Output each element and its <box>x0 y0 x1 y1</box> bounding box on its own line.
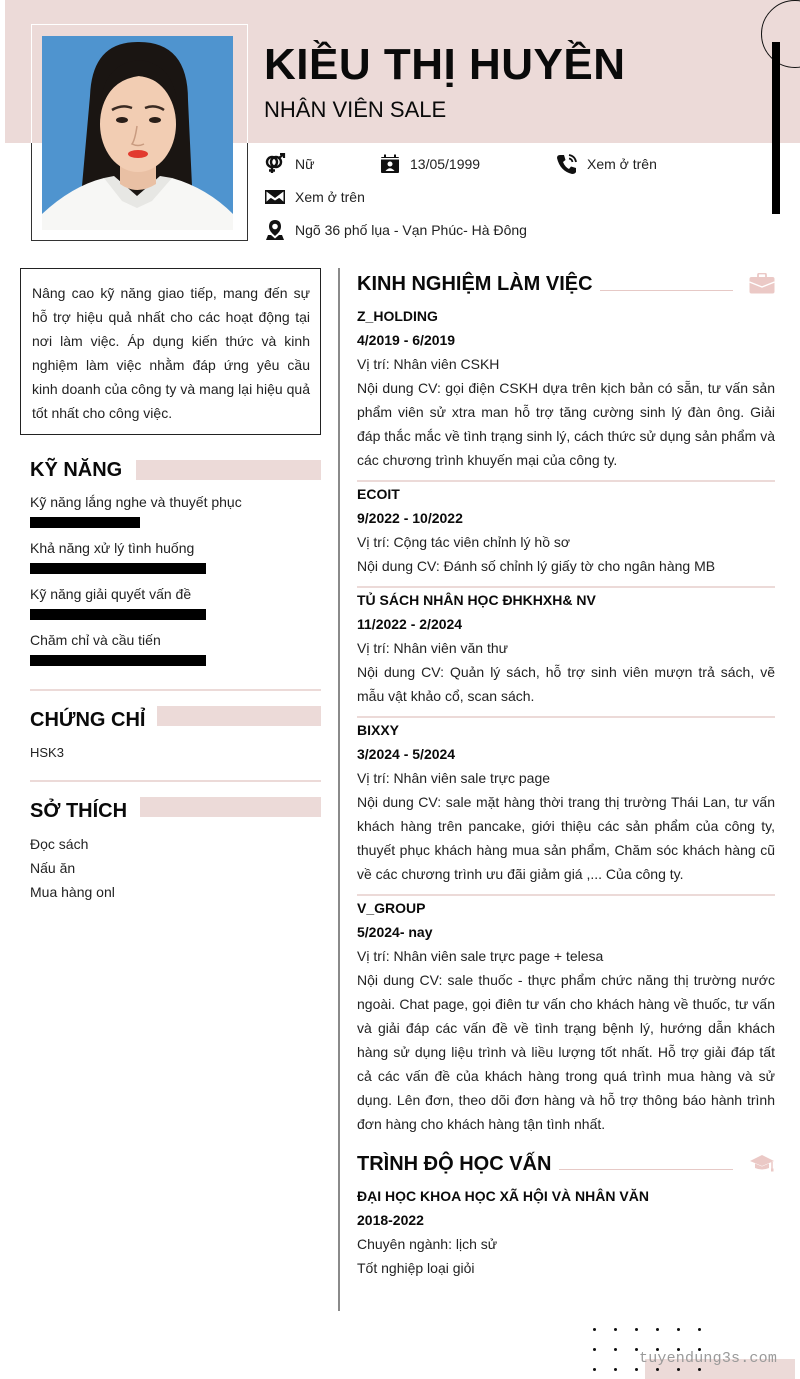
career-objective: Nâng cao kỹ năng giao tiếp, mang đến sự hỗ trợ hiệu quả nhất cho các hoạt động tại nơi làm việc. Áp dụng kiến thức và kinh nghiệm làm việc nhằm đáp ứng yêu cầu kinh doanh của công ty và mang lại hiệu quả tốt nhất cho công việc. <box>20 268 321 435</box>
contact-email <box>264 186 365 208</box>
job-position: Vị trí: Nhân viên CSKH <box>357 356 500 372</box>
job-position: Vị trí: Nhân viên văn thư <box>357 640 508 656</box>
job-company: TỦ SÁCH NHÂN HỌC ĐHKHXH& NV <box>357 592 596 608</box>
hobbies-title: SỞ THÍCH <box>30 800 128 822</box>
job-entry <box>357 718 775 886</box>
skill-level-bar <box>30 655 206 666</box>
hobby-item: Nấu ăn <box>30 860 76 876</box>
birthday-value: 13/05/1999 <box>410 156 481 172</box>
section-separator <box>30 689 321 691</box>
job-company: ECOIT <box>357 486 400 502</box>
skill-level-bar <box>30 517 140 528</box>
contact-birthday <box>379 153 480 175</box>
skill-label: Khả năng xử lý tình huống <box>30 540 195 556</box>
education-grade: Tốt nghiệp loại giỏi <box>357 1260 475 1276</box>
decorative-bar <box>772 42 780 214</box>
job-company: V_GROUP <box>357 900 426 916</box>
skill-label: Chăm chỉ và cầu tiến <box>30 632 161 648</box>
address-value: Ngõ 36 phố lụa - Vạn Phúc- Hà Đông <box>295 222 527 238</box>
job-description: Nội dung CV: Quản lý sách, hỗ trợ sinh viên mượn trả sách, vẽ mẫu vật khảo cổ, scan sách. <box>357 664 775 704</box>
job-description: Nội dung CV: sale mặt hàng thời trang thị trường Thái Lan, tư vấn khách hàng trên pancake, giới thiệu các sản phẩm của công ty, thuyết phục khách hàng mua sản phẩm, Chăm sóc khách hàng cũ về các chương trình ưu đãi giảm giá ,... Của công ty. <box>357 794 775 882</box>
education-title-line <box>559 1169 733 1170</box>
gender-value: Nữ <box>295 156 315 172</box>
job-entry <box>357 896 775 1136</box>
skill-level-bar <box>30 563 206 574</box>
job-company: BIXXY <box>357 722 400 738</box>
gender-icon <box>264 153 286 175</box>
experience-title: KINH NGHIỆM LÀM VIỆC <box>357 273 593 295</box>
hobby-item: Mua hàng onl <box>30 884 115 900</box>
job-entry <box>357 588 775 708</box>
job-description: Nội dung CV: sale thuốc - thực phẩm chức năng thị trường nước ngoài. Chat page, gọi điên tư vấn cho khách hàng về thuốc, tư vấn và giải đáp các vấn đề về tình trạng bệnh lý, hướng dẫn khách hàng sử dụng liệu trình và liều lượng tốt nhất. Hỗ trợ giải đáp tất cả các vấn đề của khách hàng trong quá trình mua hàng và sử dụng. Lên đơn, theo dõi đơn hàng và hỗ trợ thông báo hành trình đơn hàng cho khách hàng tận tình nhất. <box>357 972 775 1132</box>
school-name: ĐẠI HỌC KHOA HỌC XÃ HỘI VÀ NHÂN VĂN <box>357 1188 649 1204</box>
watermark: tuyendung3s.com <box>639 1350 778 1367</box>
job-position: Vị trí: Nhân viên sale trực page <box>357 770 551 786</box>
skills-title: KỸ NĂNG <box>30 459 123 481</box>
hobbies-title-bar <box>140 797 321 817</box>
contact-gender <box>264 153 314 175</box>
email-value: Xem ở trên <box>295 189 365 205</box>
job-period: 9/2022 - 10/2022 <box>357 510 463 526</box>
job-entry <box>357 304 775 472</box>
candidate-name: KIỀU THỊ HUYỀN <box>264 40 626 89</box>
job-period: 11/2022 - 2/2024 <box>357 616 463 632</box>
profile-photo <box>42 36 233 230</box>
experience-title-line <box>600 290 733 291</box>
job-description: Nội dung CV: Đánh số chỉnh lý giấy tờ cho ngân hàng MB <box>357 558 716 574</box>
job-period: 3/2024 - 5/2024 <box>357 746 456 762</box>
education-title: TRÌNH ĐỘ HỌC VẤN <box>357 1153 552 1175</box>
job-position: Vị trí: Nhân viên sale trực page + telesa <box>357 948 604 964</box>
hobby-item: Đọc sách <box>30 836 89 852</box>
calendar-icon <box>379 153 401 175</box>
job-period: 4/2019 - 6/2019 <box>357 332 456 348</box>
job-entry <box>357 482 775 578</box>
skill-label: Kỹ năng giải quyết vấn đề <box>30 586 192 602</box>
envelope-icon <box>264 186 286 208</box>
certificates-title-bar <box>157 706 321 726</box>
contact-address <box>264 219 527 241</box>
phone-icon <box>556 153 578 175</box>
phone-value: Xem ở trên <box>587 156 657 172</box>
job-company: Z_HOLDING <box>357 308 438 324</box>
section-separator <box>30 780 321 782</box>
job-title: NHÂN VIÊN SALE <box>264 97 447 122</box>
certificate-item: HSK3 <box>30 745 64 760</box>
job-description: Nội dung CV: gọi điện CSKH dựa trên kịch bản có sẵn, tư vấn sản phẩm viên sử xtra man hỗ trợ tăng cường sinh lý đàn ông. Giải đáp thắc mắc về tình trạng sinh lý, cách thức sử dụng sản phẩm và các chương trình khuyến mại của công ty. <box>357 380 775 468</box>
skills-title-bar <box>136 460 321 480</box>
skill-label: Kỹ năng lắng nghe và thuyết phục <box>30 494 242 510</box>
graduation-cap-icon <box>749 1154 775 1179</box>
education-entry <box>357 1184 775 1280</box>
education-major: Chuyên ngành: lịch sử <box>357 1236 498 1252</box>
column-divider <box>338 268 340 1311</box>
contact-phone <box>556 153 657 175</box>
briefcase-icon <box>749 273 775 299</box>
education-period: 2018-2022 <box>357 1212 424 1228</box>
job-position: Vị trí: Cộng tác viên chỉnh lý hồ sơ <box>357 534 571 550</box>
job-period: 5/2024- nay <box>357 924 433 940</box>
location-pin-icon <box>264 219 286 241</box>
skill-level-bar <box>30 609 206 620</box>
certificates-title: CHỨNG CHỈ <box>30 709 146 731</box>
